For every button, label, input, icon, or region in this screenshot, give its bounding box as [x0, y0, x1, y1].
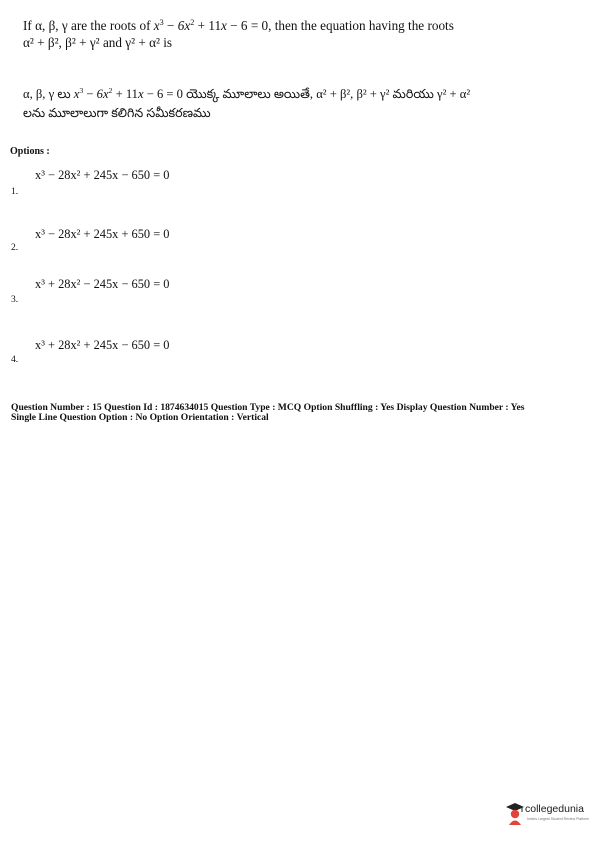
question-en-line2: α² + β², β² + γ² and γ² + α² is	[23, 35, 173, 50]
logo-tagline: India's Largest Student Review Platform	[527, 817, 590, 821]
question-text-telugu	[23, 85, 568, 123]
logo-wordmark: collegedunia	[525, 803, 584, 815]
options-label: Options :	[10, 146, 50, 157]
option-4-number: 4.	[11, 354, 19, 365]
question-en-line1: If α, β, γ are the roots of $x^3 - 6x^2 + 11x - 6 = 0$, then the equation having the roots	[23, 17, 454, 33]
question-te-line1: α, β, γ లు $x^3 - 6x^2 + 11x - 6 = 0$ యొక్క మూలాలు అయితే, α² + β², β² + γ² మరియు γ² + α²	[23, 86, 471, 101]
question-metadata	[11, 403, 586, 423]
option-1-equation[interactable]: x³ − 28x² + 245x − 650 = 0	[35, 168, 170, 182]
option-2-equation[interactable]: x³ − 28x² + 245x + 650 = 0	[35, 227, 170, 241]
option-4-equation[interactable]: x³ + 28x² + 245x − 650 = 0	[35, 338, 170, 352]
collegedunia-logo	[505, 801, 590, 827]
option-3-number: 3.	[11, 294, 19, 305]
graduate-cap-icon	[505, 801, 525, 825]
question-te-line2: లను మూలాలుగా కలిగిన సమీకరణము	[23, 106, 211, 120]
question-text-english	[23, 17, 563, 51]
option-1-number: 1.	[11, 186, 19, 197]
option-3-equation[interactable]: x³ + 28x² − 245x − 650 = 0	[35, 277, 170, 291]
option-2-number: 2.	[11, 242, 19, 253]
metadata-line-2: Single Line Question Option : No Option Orientation : Vertical	[11, 412, 269, 423]
metadata-line-1: Question Number : 15 Question Id : 1874634015 Question Type : MCQ Option Shuffling : Yes Display Question Number : Yes	[11, 402, 525, 413]
